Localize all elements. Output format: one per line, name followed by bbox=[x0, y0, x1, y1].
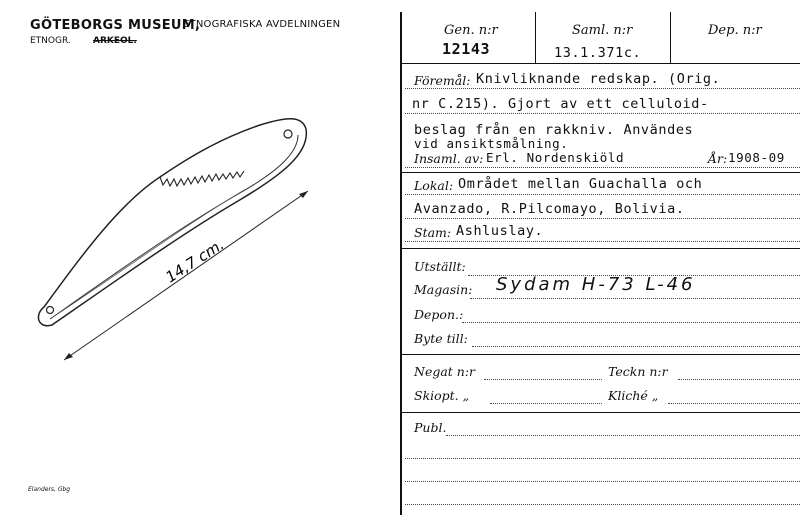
teckn-label: Teckn n:r bbox=[608, 364, 668, 379]
arkeol-label: ARKEOL. bbox=[93, 36, 137, 46]
byte-till-label: Byte till: bbox=[414, 331, 468, 346]
ruled-line bbox=[405, 481, 800, 482]
negat-label: Negat n:r bbox=[414, 364, 476, 379]
lokal-label: Lokal: bbox=[414, 178, 454, 193]
section-rule-2 bbox=[402, 248, 800, 249]
header-rule bbox=[402, 63, 800, 64]
publ-label: Publ. bbox=[414, 420, 447, 435]
section-rule-4 bbox=[402, 412, 800, 413]
measurement-arrow-end bbox=[299, 191, 308, 198]
ar-label: År: bbox=[708, 151, 728, 166]
rivet-hole-top bbox=[284, 130, 292, 138]
serrated-edge bbox=[160, 171, 244, 186]
measurement-label: 14,7 cm. bbox=[162, 235, 228, 287]
foremal-line-2: nr C.215). Gjort av ett celluloid- bbox=[412, 96, 709, 112]
etnogr-label: ETNOGR. bbox=[30, 36, 71, 46]
ruled-line bbox=[405, 167, 800, 168]
gen-nr-value: 12143 bbox=[442, 40, 491, 58]
ruled-line bbox=[405, 458, 800, 459]
ruled-line bbox=[405, 113, 800, 114]
department-name: ETNOGRAFISKA AVDELNINGEN bbox=[183, 19, 341, 30]
ar-value: 1908-09 bbox=[728, 150, 785, 165]
catalog-card bbox=[400, 12, 800, 515]
header-divider-2 bbox=[670, 12, 671, 63]
foremal-line-1: Knivliknande redskap. (Orig. bbox=[476, 71, 721, 87]
skiopt-label: Skiopt. „ bbox=[414, 388, 470, 403]
stam-label: Stam: bbox=[414, 225, 452, 240]
foremal-line-3: beslag från en rakkniv. Användes bbox=[414, 122, 694, 138]
ruled-line bbox=[668, 403, 800, 404]
utstallt-label: Utställt: bbox=[414, 259, 466, 274]
ruled-line bbox=[446, 435, 800, 436]
ruled-line bbox=[472, 346, 800, 347]
knife-drawing bbox=[20, 105, 320, 375]
measurement-arrow-start bbox=[64, 353, 73, 360]
section-rule-1 bbox=[402, 172, 800, 173]
section-rule-3 bbox=[402, 354, 800, 355]
insaml-label: Insaml. av: bbox=[414, 151, 484, 166]
magasin-value: Sydam H-73 L-46 bbox=[496, 274, 696, 295]
dep-nr-label: Dep. n:r bbox=[708, 23, 762, 38]
ruled-line bbox=[405, 88, 800, 89]
ruled-line bbox=[405, 194, 800, 195]
ruled-line bbox=[490, 403, 602, 404]
knife-outline bbox=[38, 119, 306, 326]
knife-inner-line bbox=[50, 135, 298, 319]
foremal-line-4: vid ansiktsmålning. bbox=[414, 136, 569, 151]
header-divider-1 bbox=[535, 12, 536, 63]
ruled-line bbox=[405, 504, 800, 505]
printer-imprint: Elanders, Gbg bbox=[28, 486, 71, 493]
lokal-line-1: Området mellan Guachalla och bbox=[458, 176, 703, 192]
kliche-label: Kliché „ bbox=[608, 388, 659, 403]
ruled-line bbox=[470, 298, 800, 299]
ruled-line bbox=[405, 241, 800, 242]
museum-name: GÖTEBORGS MUSEUM, bbox=[30, 18, 201, 33]
gen-nr-label: Gen. n:r bbox=[444, 23, 498, 38]
ruled-line bbox=[678, 379, 800, 380]
saml-nr-label: Saml. n:r bbox=[572, 23, 633, 38]
insaml-value: Erl. Nordenskiöld bbox=[486, 150, 625, 165]
foremal-label: Föremål: bbox=[414, 73, 471, 88]
rivet-hole-bottom bbox=[47, 307, 54, 314]
stam-value: Ashluslay. bbox=[456, 223, 544, 239]
saml-nr-value: 13.1.371c. bbox=[554, 45, 642, 61]
lokal-line-2: Avanzado, R.Pilcomayo, Bolivia. bbox=[414, 201, 685, 217]
ruled-line bbox=[484, 379, 602, 380]
depon-label: Depon.: bbox=[414, 307, 464, 322]
ruled-line bbox=[462, 322, 800, 323]
magasin-label: Magasin: bbox=[414, 282, 473, 297]
ruled-line bbox=[405, 218, 800, 219]
